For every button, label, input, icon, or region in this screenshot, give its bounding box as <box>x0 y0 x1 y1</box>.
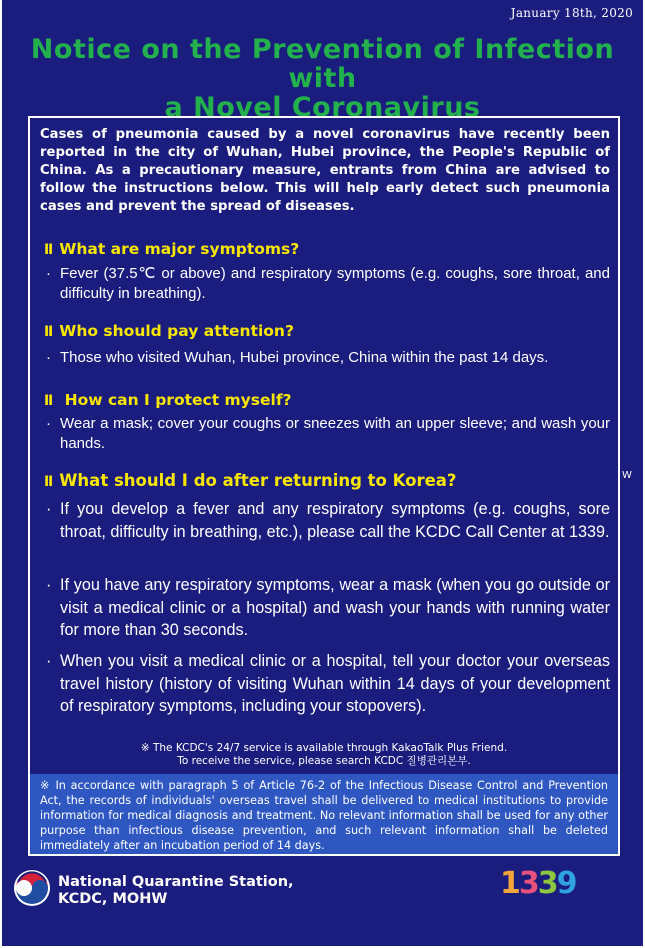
legal-notice-box: ※ In accordance with paragraph 5 of Article 76-2 of the Infectious Disease Control and Prevention Act, the records of individuals' overseas travel shall be delivered to medical institutions to provide information for medical diagnosis and treatment. No relevant information shall be used for any other purpose than infectious disease prevention, and such relevant information shall be deleted immediately after an incubation period of 14 days. <box>30 774 618 854</box>
heading-text: Who should pay attention? <box>59 322 294 340</box>
bullet-marker: · <box>46 415 51 432</box>
kakao-note-line-1: ※ The KCDC's 24/7 service is available through KakaoTalk Plus Friend. <box>140 742 508 754</box>
heading-text: What are major symptoms? <box>59 240 300 258</box>
bullet-text: Fever (37.5℃ or above) and respiratory symptoms (e.g. coughs, sore throat, and difficulty in breathing). <box>60 265 610 302</box>
heading-symptoms <box>44 239 299 260</box>
bullet-returning-3 <box>46 650 610 718</box>
heading-marker: Ⅱ <box>44 242 54 258</box>
bullet-text: Wear a mask; cover your coughs or sneezes with an upper sleeve; and wash your hands. <box>60 415 610 452</box>
hotline-digit: 3 <box>518 866 538 901</box>
title-line-2: a Novel Coronavirus <box>164 92 481 123</box>
hotline-digit: 9 <box>556 866 576 901</box>
notice-date: January 18th, 2020 <box>510 6 633 20</box>
bullet-marker: · <box>46 349 51 366</box>
bullet-marker: · <box>46 576 52 594</box>
title-line-1: Notice on the Prevention of Infection with <box>30 34 615 94</box>
stray-mark: W <box>622 470 632 481</box>
hotline-digit: 1 <box>500 866 519 901</box>
heading-protect <box>44 390 292 411</box>
notice-title <box>2 35 643 122</box>
organization-name <box>58 874 294 908</box>
heading-returning <box>44 471 457 492</box>
bullet-text: When you visit a medical clinic or a hospital, tell your doctor your overseas travel history (history of visiting Wuhan within 14 days of your development of respiratory symptoms, including your stopovers). <box>60 652 610 715</box>
heading-text: How can I protect myself? <box>59 391 292 409</box>
heading-marker: Ⅱ <box>44 393 54 409</box>
heading-who <box>44 321 294 342</box>
bullet-text: Those who visited Wuhan, Hubei province, China within the past 14 days. <box>60 349 549 366</box>
poster <box>2 0 643 946</box>
bullet-marker: · <box>46 265 51 282</box>
hotline-digit: 3 <box>537 866 557 901</box>
bullet-returning-1 <box>46 498 610 543</box>
org-line-1: National Quarantine Station, <box>58 874 294 890</box>
hotline-1339-logo <box>500 866 576 901</box>
heading-marker: Ⅱ <box>44 474 54 490</box>
bullet-text: If you have any respiratory symptoms, wear a mask (when you go outside or visit a medical clinic or a hospital) and wash your hands with running water for more than 30 seconds. <box>60 576 610 639</box>
heading-text: What should I do after returning to Korea? <box>59 471 457 490</box>
taegeuk-logo-icon <box>12 868 52 908</box>
bullet-returning-2 <box>46 574 610 642</box>
bullet-who <box>46 348 610 368</box>
bullet-text: If you develop a fever and any respiratory symptoms (e.g. coughs, sore throat, difficulty in breathing, etc.), please call the KCDC Call Center at 1339. <box>60 500 610 541</box>
kakao-note-line-2: To receive the service, please search KCDC 질병관리본부. <box>177 755 471 767</box>
intro-paragraph: Cases of pneumonia caused by a novel coronavirus have recently been reported in the city of Wuhan, Hubei province, the People's Republic of China. As a precautionary measure, entrants from China are advised to follow the instructions below. This will help early detect such pneumonia cases and prevent the spread of diseases. <box>40 127 610 214</box>
org-line-2: KCDC, MOHW <box>58 891 168 907</box>
bullet-protect <box>46 414 610 454</box>
heading-marker: Ⅱ <box>44 324 54 340</box>
notice-panel <box>28 116 620 856</box>
bullet-symptoms <box>46 264 610 304</box>
bullet-marker: · <box>46 652 52 670</box>
bullet-marker: · <box>46 500 52 518</box>
